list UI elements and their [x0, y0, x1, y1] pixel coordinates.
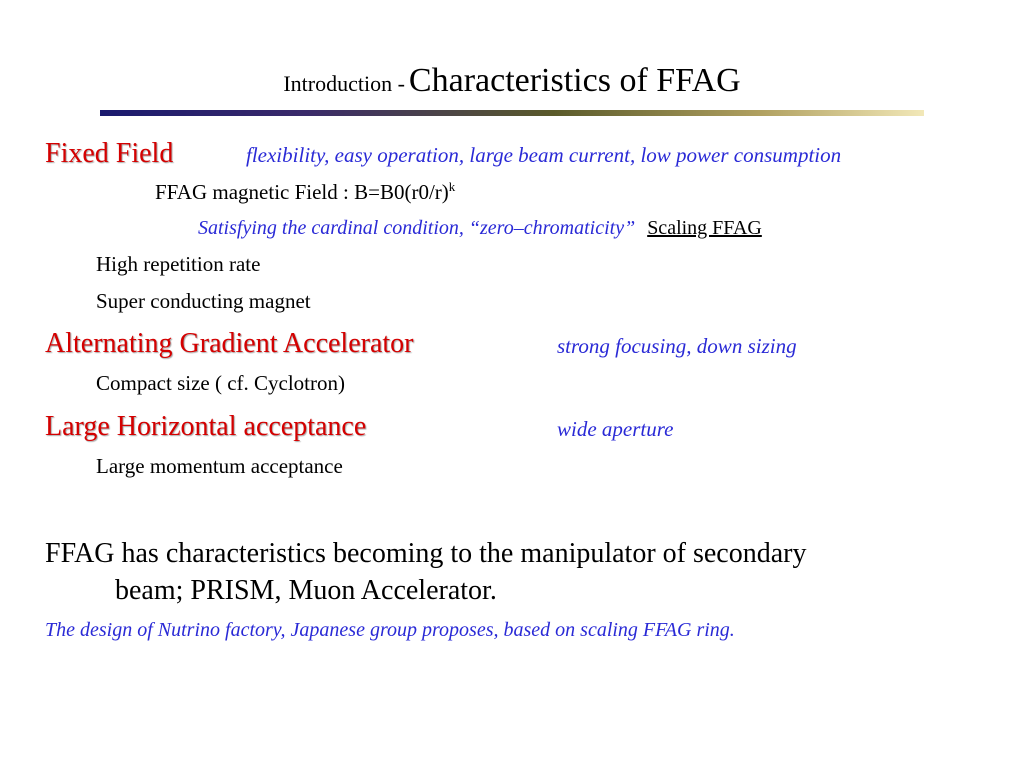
- heading-horizontal-acceptance: Large Horizontal acceptance: [45, 411, 367, 442]
- slide-title: [0, 64, 1024, 98]
- heading-fixed-field: Fixed Field: [45, 138, 174, 169]
- condition-text: Satisfying the cardinal condition, “zero–chromaticity”: [198, 217, 636, 239]
- scaling-ffag-link: Scaling FFAG: [647, 217, 762, 239]
- title-prefix: Introduction -: [283, 71, 405, 96]
- note-fixed-field: flexibility, easy operation, large beam current, low power consumption: [246, 143, 842, 167]
- formula-exponent: k: [448, 179, 456, 194]
- formula-line: [155, 179, 456, 204]
- note-horizontal-acceptance: wide aperture: [557, 417, 674, 441]
- item-compact-size: Compact size ( cf. Cyclotron): [96, 371, 346, 395]
- summary-note: The design of Nutrino factory, Japanese group proposes, based on scaling FFAG ring.: [45, 619, 735, 641]
- title-divider: [100, 110, 924, 116]
- note-alternating-gradient: strong focusing, down sizing: [557, 334, 797, 358]
- condition-line: [198, 218, 762, 238]
- item-high-repetition: High repetition rate: [96, 252, 261, 276]
- title-main: Characteristics of FFAG: [408, 62, 741, 99]
- summary-line-2: beam; PRISM, Muon Accelerator.: [115, 575, 497, 606]
- summary-line-1: FFAG has characteristics becoming to the manipulator of secondary: [45, 538, 807, 569]
- item-super-conducting: Super conducting magnet: [96, 289, 311, 313]
- heading-alternating-gradient: Alternating Gradient Accelerator: [45, 328, 414, 359]
- formula-text: FFAG magnetic Field : B=B0(r0/r): [155, 180, 449, 204]
- item-large-momentum: Large momentum acceptance: [96, 454, 343, 478]
